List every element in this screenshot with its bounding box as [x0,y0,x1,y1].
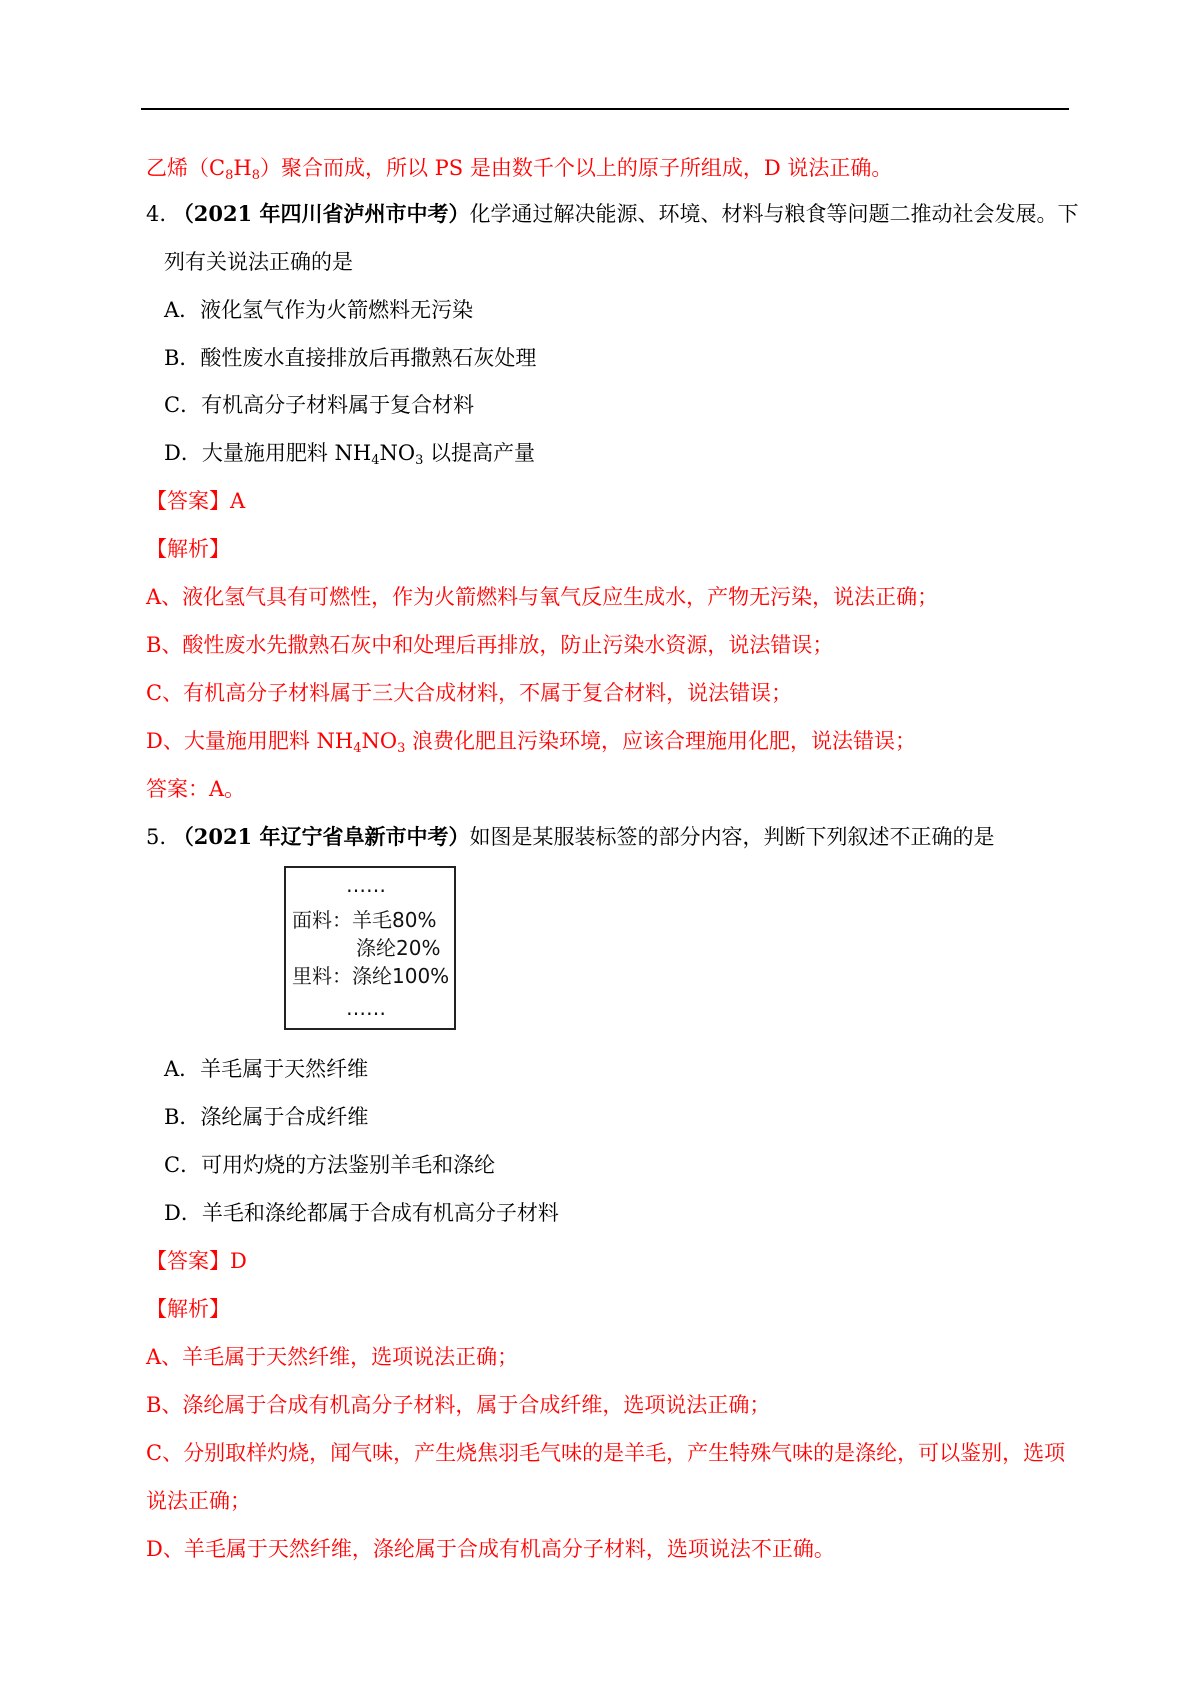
q5-analysis-d: D、羊毛属于天然纤维，涤纶属于合成有机高分子材料，选项说法不正确。 [146,1537,835,1561]
q5-answer: 【答案】D [146,1249,247,1273]
q5-analysis-b: B、涤纶属于合成有机高分子材料，属于合成纤维，选项说法正确； [146,1393,771,1417]
q5-source: （2021 年辽宁省阜新市中考） [172,824,470,849]
label-row-lining: 里料：涤纶100% [292,964,450,988]
q4-stem: 4. （2021 年四川省泸州市中考）化学通过解决能源、环境、材料与粮食等问题二推动社会发展。下 [146,201,1079,226]
q4-source: （2021 年四川省泸州市中考） [172,201,470,226]
label-row-fabric: 面料：羊毛80% [292,908,437,932]
q5-analysis-a: A、羊毛属于天然纤维，选项说法正确； [146,1345,519,1369]
q4-stem-line2: 列有关说法正确的是 [164,250,353,274]
q4-option-b: B．酸性废水直接排放后再撒熟石灰处理 [164,346,537,370]
q5-analysis-c-line2: 说法正确； [146,1489,251,1513]
q4-option-a: A．液化氢气作为火箭燃料无污染 [164,298,474,322]
q4-analysis-conclusion: 答案：A。 [146,777,246,801]
q5-option-c: C．可用灼烧的方法鉴别羊毛和涤纶 [164,1153,496,1177]
q4-option-d: D．大量施用肥料 $NH_4NO_3$ 以提高产量 [164,441,536,468]
q4-analysis-d: D、大量施用肥料 $NH_4NO_3$ 浪费化肥且污染环境，应该合理施用化肥，说法错误； [146,729,917,756]
header-rule [141,108,1069,110]
clothing-label-image [284,866,456,1030]
q4-analysis-a: A、液化氢气具有可燃性，作为火箭燃料与氧气反应生成水，产物无污染，说法正确； [146,585,939,609]
q5-stem: 5. （2021 年辽宁省阜新市中考）如图是某服装标签的部分内容，判断下列叙述不正确的是 [146,824,995,849]
q5-analysis-c-line1: C、分别取样灼烧，闻气味，产生烧焦羽毛气味的是羊毛，产生特殊气味的是涤纶，可以鉴别，选项 [146,1441,1066,1465]
q4-analysis-label: 【解析】 [146,537,230,561]
q4-analysis-c: C、有机高分子材料属于三大合成材料，不属于复合材料，说法错误； [146,681,793,705]
q5-option-b: B．涤纶属于合成纤维 [164,1105,369,1129]
q4-option-c: C．有机高分子材料属于复合材料 [164,393,475,417]
q5-analysis-label: 【解析】 [146,1297,230,1321]
q5-option-a: A．羊毛属于天然纤维 [164,1057,369,1081]
label-dots-bottom: …… [346,996,386,1020]
q5-option-d: D．羊毛和涤纶都属于合成有机高分子材料 [164,1201,559,1225]
q4-answer: 【答案】A [146,489,246,513]
q4-analysis-b: B、酸性废水先撒熟石灰中和处理后再排放，防止污染水资源，说法错误； [146,633,834,657]
label-dots-top: …… [346,873,386,897]
label-row-polyester: 涤纶20% [356,936,441,960]
prev-answer-tail: 乙烯$(C_8H_8)$聚合而成，所以 PS 是由数千个以上的原子所组成，D 说法正确。 [146,156,893,183]
